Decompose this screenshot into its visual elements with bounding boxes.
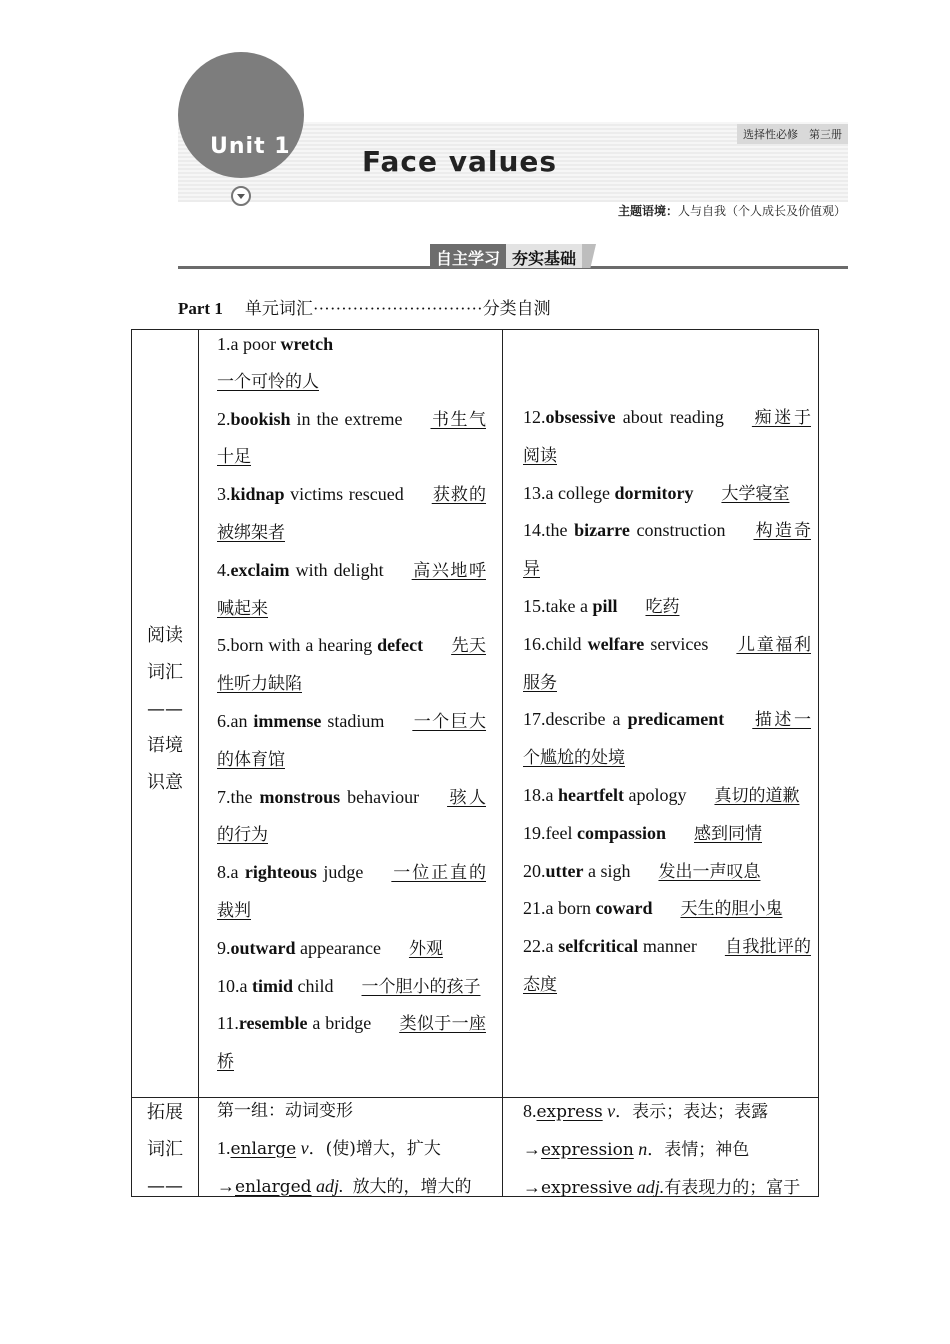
vocab-word: heartfelt	[558, 784, 624, 805]
section-badge-part1: 自主学习	[430, 244, 506, 268]
vocab-item: 12.obsessive about reading 痴迷于阅读	[523, 407, 811, 466]
category-line: 阅读	[147, 625, 183, 646]
vocab-answer: 类似于一座桥	[217, 1014, 486, 1073]
vocab-item: 17.describe a predicament 描述一个尴尬的处境	[523, 709, 811, 769]
vocab-item: 5.born with a hearing defect 先天性听力缺陷	[217, 635, 486, 695]
chevron-down-icon	[231, 186, 251, 206]
vocab-answer: 自我批评的态度	[523, 937, 811, 995]
vocab-answer: 骇人的行为	[217, 787, 486, 846]
category-reading-vocab	[132, 618, 198, 802]
category-line: 拓展	[147, 1102, 183, 1123]
vocab-answer: 一个巨大的体育馆	[217, 711, 487, 770]
vocab-answer: 先天性听力缺陷	[217, 636, 486, 695]
vocab-answer: 一个胆小的孩子	[361, 976, 481, 997]
vocab-answer: 大学寝室	[721, 483, 790, 504]
vocab-answer: 一位正直的裁判	[217, 863, 486, 921]
part-title: 单元词汇	[244, 299, 313, 319]
category-extended-vocab	[132, 1095, 198, 1205]
table-divider	[502, 330, 503, 1196]
vocab-answer: 获救的被绑架者	[217, 485, 487, 543]
vocab-answer: 天生的胆小鬼	[680, 899, 783, 920]
vocab-word: exclaim	[230, 559, 290, 580]
word-form-line: →expression n．表情；神色	[523, 1138, 750, 1160]
vocab-word: monstrous	[259, 786, 341, 807]
vocab-item: 15.take a pill 吃药	[523, 595, 680, 617]
vocab-word: dormitory	[614, 482, 694, 503]
vocab-item: 10.a timid child 一个胆小的孩子	[217, 975, 481, 997]
vocab-item: 14.the bizarre construction 构造奇异	[523, 520, 811, 580]
vocab-answer: 书生气十足	[217, 409, 486, 468]
section-badge-part2: 夯实基础	[506, 244, 582, 268]
section-badge-tail	[582, 244, 596, 268]
vocab-answer: 发出一声叹息	[658, 861, 761, 882]
vocab-word: bizarre	[574, 520, 630, 541]
word-form-answer: expressive	[541, 1177, 633, 1198]
vocab-item: 11.resemble a bridge 类似于一座桥	[217, 1013, 486, 1073]
vocab-item: 9.outward appearance 外观	[217, 937, 443, 959]
vocab-word: utter	[545, 860, 584, 881]
part-heading	[178, 294, 551, 319]
part-label: Part 1	[178, 299, 223, 318]
vocab-answer: 构造奇异	[523, 521, 811, 580]
vocab-word: kidnap	[230, 484, 285, 505]
word-form-answer: expression	[541, 1139, 634, 1160]
vocab-word: bookish	[230, 408, 291, 429]
vocab-item: 22.a selfcritical manner 自我批评的态度	[523, 936, 811, 995]
category-line: 词汇	[147, 661, 183, 683]
category-line: 识意	[147, 772, 183, 794]
extended-vocab-left	[217, 1093, 489, 1205]
word-form-answer: express	[536, 1102, 603, 1122]
vocab-item: 8.a righteous judge 一位正直的裁判	[217, 862, 486, 921]
vocab-item: 3.kidnap victims rescued 获救的被绑架者	[217, 484, 487, 543]
vocab-word: defect	[377, 635, 424, 656]
category-line: ——	[147, 698, 183, 720]
vocab-answer: 一个可怜的人	[217, 371, 319, 392]
vocab-answer: 吃药	[645, 596, 680, 617]
vocab-word: timid	[252, 975, 294, 996]
vocab-item: 18.a heartfelt apology 真切的道歉	[523, 784, 800, 806]
word-form-line: 8.express v．表示；表达；表露	[523, 1101, 769, 1122]
table-divider	[198, 330, 199, 1196]
vocab-item: 4.exclaim with delight 高兴地呼喊起来	[217, 559, 486, 619]
vocab-word: wretch	[280, 334, 334, 354]
theme-text: 人与自我（个人成长及价值观）	[677, 204, 846, 218]
vocab-answer: 儿童福利服务	[523, 634, 811, 693]
unit-title: Face values	[362, 145, 558, 178]
category-line: 语境	[147, 735, 183, 757]
category-line: ——	[147, 1175, 183, 1197]
vocab-table	[131, 329, 819, 1197]
vocab-answer: 感到同情	[694, 823, 762, 844]
vocab-item: 6.an immense stadium 一个巨大的体育馆	[217, 710, 487, 770]
vocab-word: obsessive	[545, 407, 616, 427]
reading-vocab-left	[217, 326, 486, 1081]
part-subtitle: 分类自测	[482, 299, 551, 319]
vocab-item: 19.feel compassion 感到同情	[523, 822, 762, 844]
vocab-word: compassion	[576, 822, 666, 843]
vocab-answer: 高兴地呼喊起来	[217, 560, 486, 619]
vocab-word: predicament	[627, 709, 725, 730]
vocab-word: selfcritical	[558, 936, 639, 957]
vocab-answer: 外观	[408, 938, 443, 959]
vocab-item: 1.a poor wretch 一个可怜的人	[217, 334, 334, 392]
theme-prefix: 主题语境：	[617, 204, 678, 218]
vocab-word: outward	[230, 937, 296, 958]
vocab-word: righteous	[244, 862, 317, 883]
word-form-line: →expressive adj.有表现力的；富于	[523, 1176, 801, 1198]
vocab-item: 16.child welfare services 儿童福利服务	[523, 633, 811, 693]
category-line: 词汇	[147, 1138, 183, 1160]
vocab-word: resemble	[238, 1013, 308, 1034]
word-form-line: 1.enlarge v．(使)增大，扩大	[217, 1137, 441, 1159]
word-form-answer: enlarge	[230, 1138, 297, 1159]
group-heading: 第一组：动词变形	[217, 1101, 353, 1121]
book-tag: 选择性必修 第三册	[737, 124, 848, 144]
vocab-word: pill	[592, 595, 618, 616]
vocab-item: 20.utter a sigh 发出一声叹息	[523, 860, 761, 882]
vocab-word: coward	[595, 898, 653, 919]
vocab-word: welfare	[587, 633, 645, 654]
vocab-item: 13.a college dormitory 大学寝室	[523, 482, 790, 504]
unit-label: Unit 1	[210, 134, 291, 159]
vocab-answer: 真切的道歉	[714, 785, 800, 806]
vocab-item: 2.bookish in the extreme 书生气十足	[217, 408, 486, 468]
vocab-answer: 痴迷于阅读	[523, 408, 811, 466]
extended-vocab-right	[523, 1093, 811, 1206]
vocab-answer: 描述一个尴尬的处境	[523, 710, 811, 769]
vocab-item: 21.a born coward 天生的胆小鬼	[523, 898, 783, 920]
word-form-answer: enlarged	[235, 1176, 312, 1197]
reading-vocab-right	[523, 399, 811, 1004]
theme-context	[618, 202, 846, 219]
vocab-item: 7.the monstrous behaviour 骇人的行为	[217, 786, 486, 846]
vocab-word: immense	[253, 710, 322, 731]
section-badge	[430, 244, 596, 268]
word-form-line: →enlarged adj. 放大的，增大的	[217, 1175, 472, 1197]
part-dots: ······························	[312, 299, 483, 318]
unit-circle-badge	[178, 52, 304, 178]
